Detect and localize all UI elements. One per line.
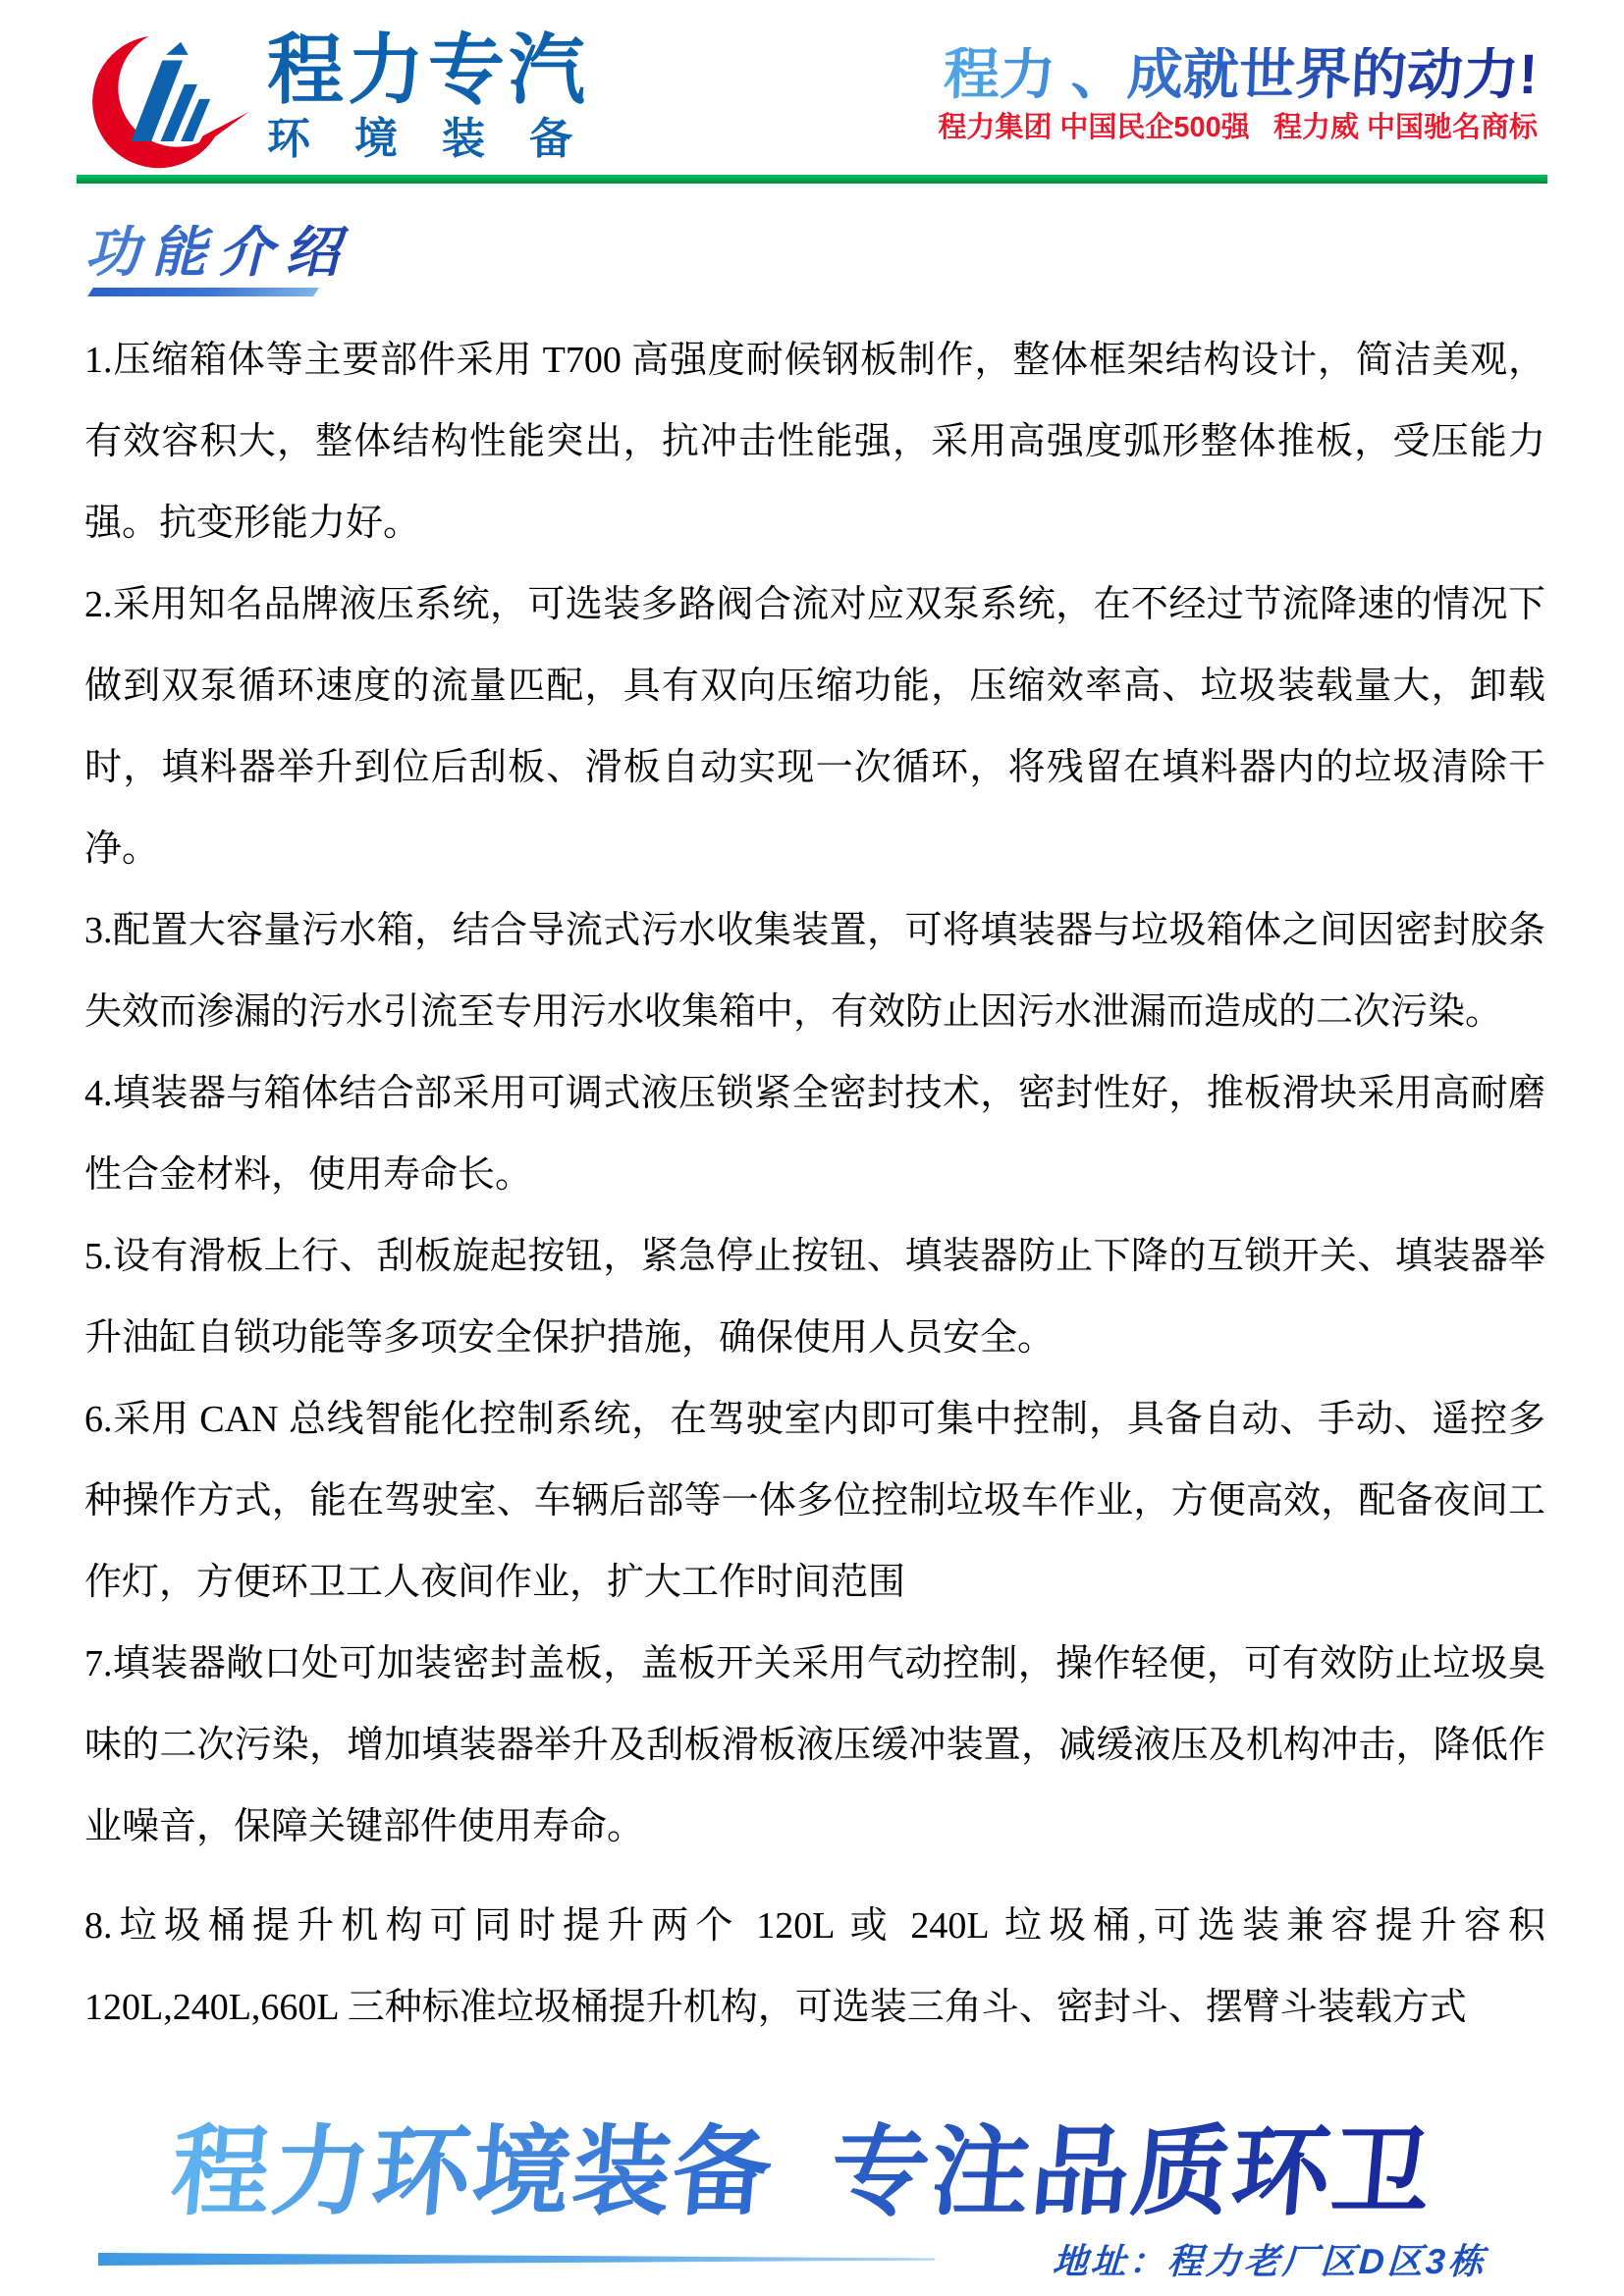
feature-list	[84, 320, 1545, 2049]
section-title-underline	[87, 288, 319, 296]
brand-subtitle: 环境装备	[267, 114, 617, 163]
feature-paragraph-7: 7.填装器敞口处可加装密封盖板，盖板开关采用气动控制，操作轻便，可有效防止垃圾臭味的二次污染，增加填装器举升及刮板滑板液压缓冲装置，减缓液压及机构冲击，降低作业噪音，保障关键部件使用寿命。	[84, 1643, 1545, 1847]
feature-paragraph-4: 4.填装器与箱体结合部采用可调式液压锁紧全密封技术，密封性好，推板滑块采用高耐磨性合金材料，使用寿命长。	[84, 1073, 1545, 1196]
footer-banner: 程力环境装备 专注品质环卫	[167, 2117, 1437, 2227]
feature-paragraph-6: 6.采用 CAN 总线智能化控制系统，在驾驶室内即可集中控制，具备自动、手动、遥控多种操作方式，能在驾驶室、车辆后部等一体多位控制垃圾车作业，方便高效，配备夜间工作灯，方便环卫工人夜间作业，扩大工作时间范围	[84, 1399, 1545, 1603]
section-title: 功能介绍	[84, 225, 359, 280]
brand-text	[267, 27, 617, 163]
brand-title: 程力专汽	[267, 27, 590, 114]
footer-banner-row	[0, 2117, 1624, 2227]
feature-paragraph-8: 8.垃圾桶提升机构可同时提升两个 120L 或 240L 垃圾桶,可选装兼容提升容积 120L,240L,660L 三种标准垃圾桶提升机构，可选装三角斗、密封斗、摆臂斗装载方式	[84, 1905, 1545, 2028]
footer-address: 地址：程力老厂区D区3栋	[1051, 2241, 1488, 2281]
feature-paragraph-2: 2.采用知名品牌液压系统，可选装多路阀合流对应双泵系统，在不经过节流降速的情况下做到双泵循环速度的流量匹配，具有双向压缩功能，压缩效率高、垃圾装载量大，卸载时，填料器举升到位后刮板、滑板自动实现一次循环，将残留在填料器内的垃圾清除干净。	[84, 584, 1545, 870]
header-slogan-block	[938, 43, 1540, 144]
brand-logo	[84, 24, 617, 171]
section-title-block	[84, 221, 359, 296]
page-footer	[0, 2117, 1624, 2284]
page-header	[0, 0, 1624, 175]
feature-paragraph-3: 3.配置大容量污水箱，结合导流式污水收集装置，可将填装器与垃圾箱体之间因密封胶条失效而渗漏的污水引流至专用污水收集箱中，有效防止因污水泄漏而造成的二次污染。	[84, 910, 1545, 1033]
footer-sub-row	[98, 2234, 1565, 2284]
company-slogan: 程力 、成就世界的动力!	[943, 43, 1540, 106]
company-tagline: 程力集团 中国民企500强 程力威 中国驰名商标	[938, 112, 1538, 143]
feature-paragraph-5: 5.设有滑板上行、刮板旋起按钮，紧急停止按钮、填装器防止下降的互锁开关、填装器举升油缸自锁功能等多项安全保护措施，确保使用人员安全。	[84, 1236, 1545, 1359]
chengli-logo-icon	[84, 24, 251, 171]
feature-paragraph-1: 1.压缩箱体等主要部件采用 T700 高强度耐候钢板制作，整体框架结构设计，简洁美观，有效容积大，整体结构性能突出，抗冲击性能强，采用高强度弧形整体推板，受压能力强。抗变形能力好。	[84, 340, 1545, 544]
footer-accent-line	[98, 2253, 935, 2266]
green-divider	[77, 175, 1547, 184]
